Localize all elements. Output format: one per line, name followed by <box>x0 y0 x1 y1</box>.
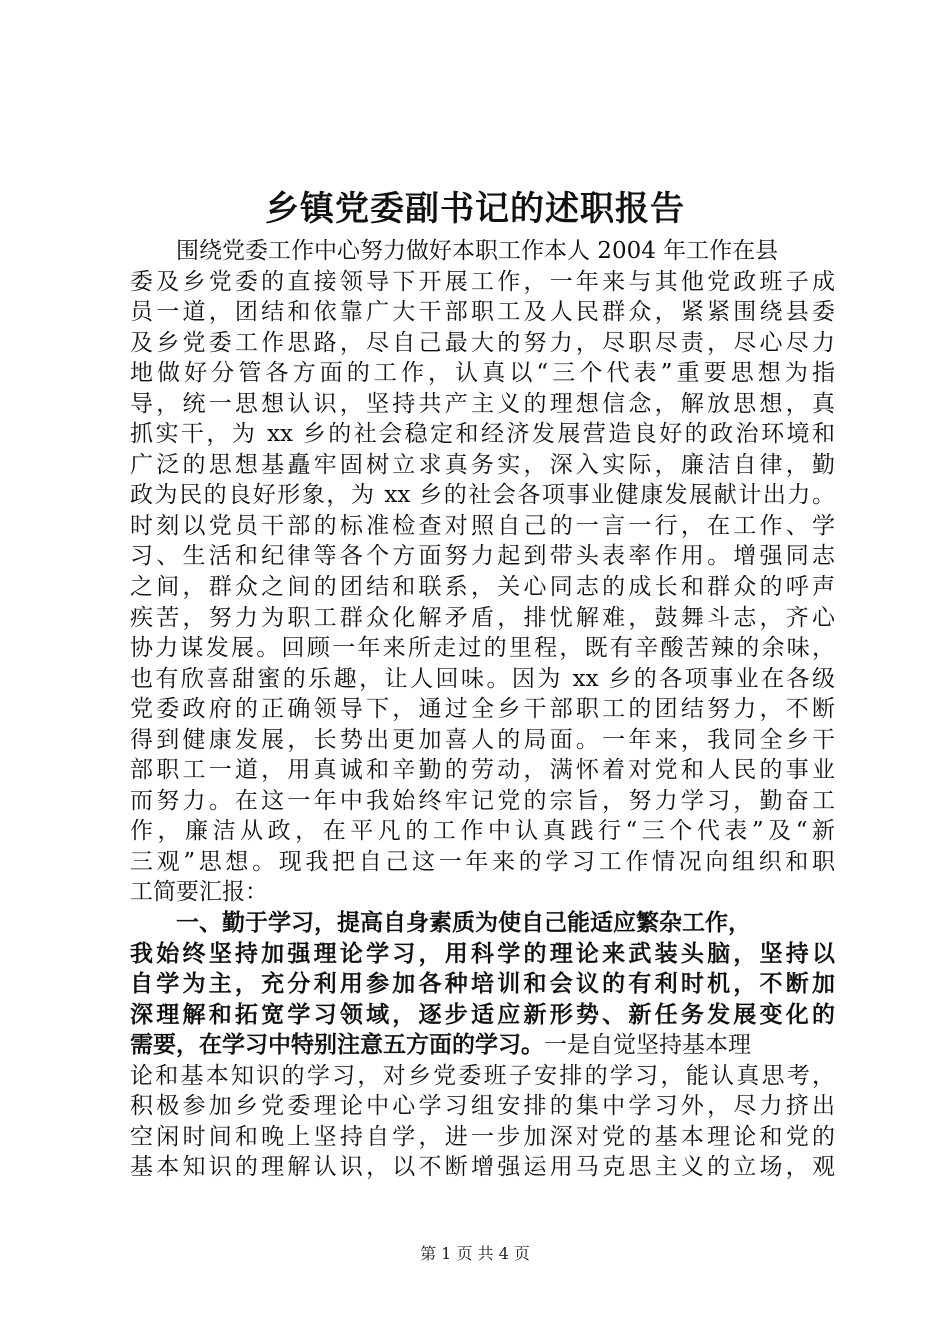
text-line: 委及乡党委的直接领导下开展工作，一年来与其他党政班子成 <box>130 268 835 295</box>
text-line: 而努力。在这一年中我始终牢记党的宗旨，努力学习，勤奋工 <box>130 787 835 814</box>
text-line: 及乡党委工作思路，尽自己最大的努力，尽职尽责，尽心尽力 <box>130 329 835 356</box>
section-heading-line: 我始终坚持加强理论学习，用科学的理论来武装头脑，坚持以 <box>130 940 835 967</box>
text-line: 广泛的思想基矗牢固树立求真务实，深入实际，廉洁自律，勤 <box>130 451 835 478</box>
text-line: 员一道，团结和依靠广大干部职工及人民群众，紧紧围绕县委 <box>130 299 835 326</box>
text-line: 作，廉洁从政，在平凡的工作中认真践行“三个代表”及“新 <box>130 818 835 845</box>
section-heading-line: 深理解和拓宽学习领域，逐步适应新形势、新任务发展变化的 <box>130 1001 835 1028</box>
text-line: 之间，群众之间的团结和联系，关心同志的成长和群众的呼声 <box>130 574 835 601</box>
text-line: 时刻以党员干部的标准检查对照自己的一言一行，在工作、学 <box>130 512 835 539</box>
text-line: 导，统一思想认识，坚持共产主义的理想信念，解放思想，真 <box>130 390 835 417</box>
document-body <box>130 236 835 1183</box>
text-line: 空闲时间和晚上坚持自学，进一步加深对党的基本理论和党的 <box>130 1123 835 1150</box>
text-line: 得到健康发展，长势出更加喜人的局面。一年来，我同全乡干 <box>130 726 835 753</box>
text-line: 围绕党委工作中心努力做好本职工作本人 2004 年工作在县 <box>176 238 779 264</box>
text-line: 疾苦，努力为职工群众化解矛盾，排忧解难，鼓舞斗志，齐心 <box>130 604 835 631</box>
mixed-text-line <box>130 1030 835 1061</box>
text-line: 工简要汇报： <box>130 879 268 906</box>
text-line: 政为民的良好形象，为 xx 乡的社会各项事业健康发展献计出力。 <box>130 482 835 509</box>
text-line: 习、生活和纪律等各个方面努力起到带头表率作用。增强同志 <box>130 543 835 570</box>
section-heading-line: 一、勤于学习，提高自身素质为使自己能适应繁杂工作， <box>176 910 751 937</box>
document-title: 乡镇党委副书记的述职报告 <box>265 189 685 229</box>
text-line: 基本知识的理解认识，以不断增强运用马克思主义的立场，观 <box>130 1154 835 1181</box>
text-line: 积极参加乡党委理论中心学习组安排的集中学习外，尽力挤出 <box>130 1093 835 1120</box>
page-footer: 第 1 页 共 4 页 <box>420 1244 530 1263</box>
text-line: 也有欣喜甜蜜的乐趣，让人回味。因为 xx 乡的各项事业在各级 <box>130 665 835 692</box>
section-heading-fragment: 需要，在学习中特别注意五方面的学习。 <box>130 1032 544 1059</box>
text-fragment: 一是自觉坚持基本理 <box>544 1032 751 1059</box>
text-line: 党委政府的正确领导下，通过全乡干部职工的团结努力，不断 <box>130 696 835 723</box>
text-line: 抓实干，为 xx 乡的社会稳定和经济发展营造良好的政治环境和 <box>130 421 835 448</box>
text-line: 地做好分管各方面的工作，认真以“三个代表”重要思想为指 <box>130 360 835 387</box>
text-line: 论和基本知识的学习，对乡党委班子安排的学习，能认真思考， <box>130 1062 835 1089</box>
section-heading-line: 自学为主，充分利用参加各种培训和会议的有利时机，不断加 <box>130 971 835 998</box>
text-line: 协力谋发展。回顾一年来所走过的里程，既有辛酸苦辣的余味， <box>130 635 835 662</box>
text-line: 三观”思想。现我把自己这一年来的学习工作情况向组织和职 <box>130 848 835 875</box>
text-line: 部职工一道，用真诚和辛勤的劳动，满怀着对党和人民的事业 <box>130 757 835 784</box>
